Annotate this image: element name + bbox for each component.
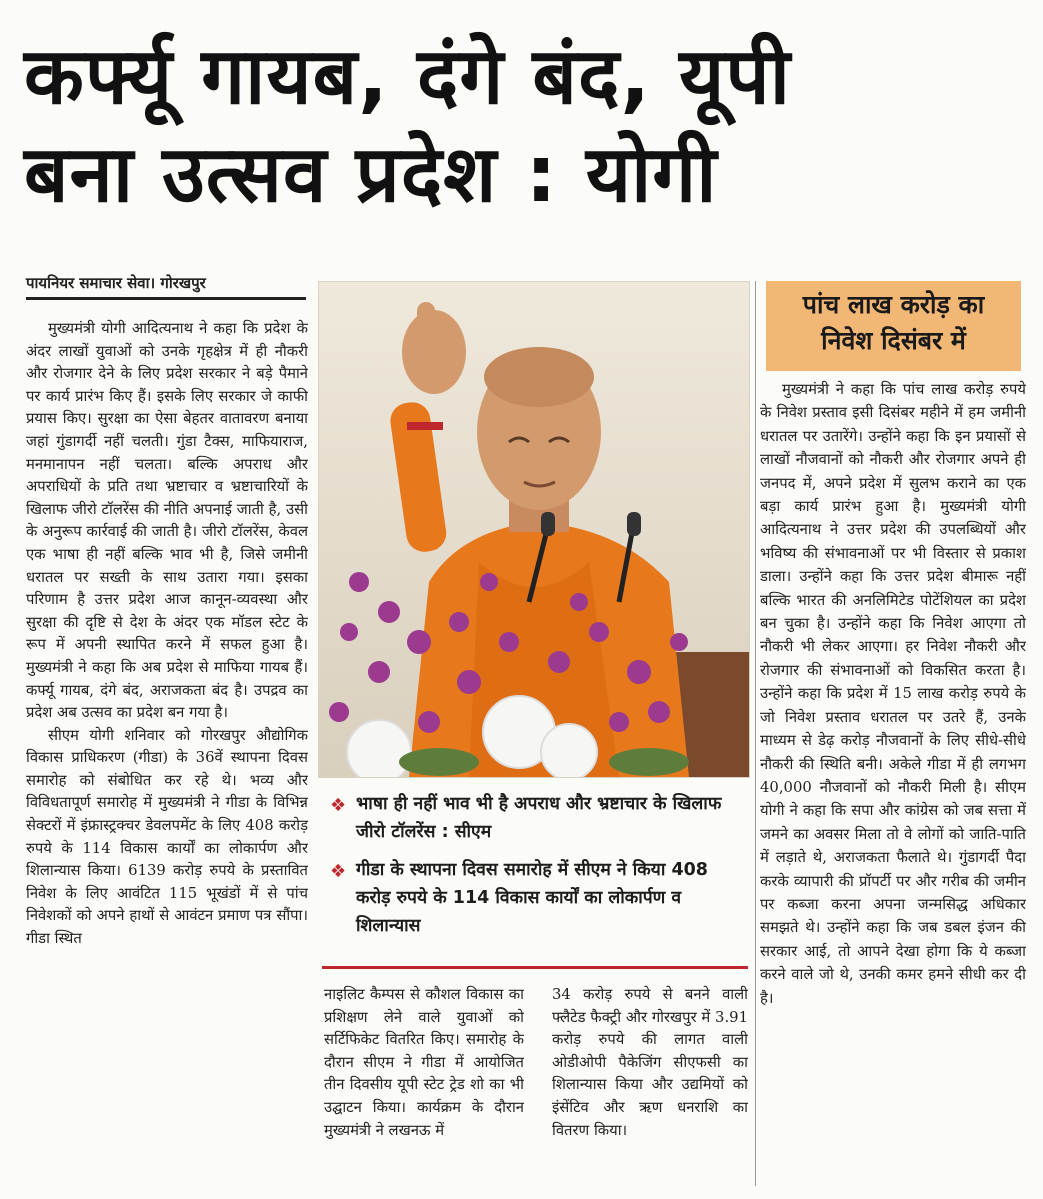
diamond-bullet-icon: ❖ [330,861,347,882]
article-column-2 [324,984,524,1184]
headline-line-1: कर्फ्यू गायब, दंगे बंद, यूपी [24,32,791,122]
sidebar-paragraph: मुख्यमंत्री ने कहा कि पांच लाख करोड़ रुपये के निवेश प्रस्ताव इसी दिसंबर महीने में हम जमीनी धरातल पर उतारेंगे। उन्होंने कहा कि इन प्रयासों से लाखों नौजवानों को नौकरी और रोजगार अपने ही जनपद में, अपने प्रदेश में सुलभ कराने का एक बड़ा कार्य प्रारंभ हुआ है। मुख्यमंत्री योगी आदित्यनाथ ने उत्तर प्रदेश की उपलब्धियों और भविष्य की संभावनाओं पर भी विस्तार से प्रकाश डाला। उन्होंने कहा कि उत्तर प्रदेश बीमारू नहीं बल्कि भारत की अनलिमिटेड पोटेंशियल का प्रदेश बन चुका है। उन्होंने कहा कि निवेश आएगा तो नौकरी भी लेकर आएगा। हर निवेश नौकरी और रोजगार की संभावनाओं को विकसित करता है। उन्होंने कहा कि प्रदेश में 15 लाख करोड़ रुपये के जो निवेश प्रस्ताव धरातल पर उतरे हैं, उनके माध्यम से डेढ़ करोड़ नौजवानों के लिए सीधे-सीधे नौकरी की स्थिति बनी। अकेले गीडा में ही लगभग 40,000 नौजवानों को नौकरी मिली है। सीएम योगी ने कहा कि सपा और कांग्रेस को जब सत्ता में जमने का अवसर मिला तो वे लोगों को जाति-पाति में लड़ाते थे, अराजकता फैलाते थे। गुंडागर्दी पैदा करके व्यापारी की प्रॉपर्टी पर और गरीब की जमीन पर कब्जा करना अपना जन्मसिद्ध अधिकार समझते थे। उन्होंने कहा कि जब डबल इंजन की सरकार आई, तो आपने देखा होगा कि ये कब्जा करने वाले जो थे, उनकी कमर हमने सीधी कर दी है। [760,381,1026,1007]
sidebar-title-line-2: निवेश दिसंबर में [821,326,966,355]
photo-illustration [319,282,749,777]
highlight-bullets [326,790,746,950]
article-paragraph: नाइलिट कैम्पस से कौशल विकास का प्रशिक्षण लेने वाले युवाओं को सर्टिफिकेट वितरित किए। समारोह के दौरान सीएम ने गीडा में आयोजित तीन दिवसीय यूपी स्टेट ट्रेड शो का भी उद्घाटन किया। कार्यक्रम के दौरान मुख्यमंत्री ने लखनऊ में [324,986,524,1139]
article-paragraph: सीएम योगी शनिवार को गोरखपुर औद्योगिक विकास प्राधिकरण (गीडा) के 36वें स्थापना दिवस समारोह को संबोधित कर रहे थे। भव्य और विविधतापूर्ण समारोह में मुख्यमंत्री ने गीडा के विभिन्न सेक्टरों में इंफ्रास्ट्रक्चर डेवलपमेंट के लिए 408 करोड़ रुपये के 114 विकास कार्यों का लोकार्पण और शिलान्यास किया। 6139 करोड़ रुपये के प्रस्तावित निवेश के लिए आवंटित 115 भूखंडों में से पांच निवेशकों को अपने हाथों से आवंटन प्रमाण पत्र सौंपा। गीडा स्थित [26,726,308,948]
sidebar-title-line-1: पांच लाख करोड़ का [802,290,985,319]
headline-line-2: बना उत्सव प्रदेश : योगी [24,130,718,220]
sidebar-body [760,378,1026,1183]
column-divider [755,281,756,1186]
article-column-1 [26,318,308,1198]
highlight-bullet [326,790,746,846]
highlight-bullet [326,856,746,940]
diamond-bullet-icon: ❖ [330,795,347,816]
byline: पायनियर समाचार सेवा। गोरखपुर [26,273,306,300]
news-photo [318,281,750,778]
headline [24,28,1024,224]
highlight-text: भाषा ही नहीं भाव भी है अपराध और भ्रष्टाचार के खिलाफ जीरो टॉलरेंस : सीएम [356,794,722,842]
article-paragraph: मुख्यमंत्री योगी आदित्यनाथ ने कहा कि प्रदेश के अंदर लाखों युवाओं को उनके गृहक्षेत्र में ही नौकरी और रोजगार देने के लिए प्रदेश सरकार ने बड़े पैमाने पर कार्य प्रारंभ किए हैं। इसके लिए सरकार जे काफी प्रयास किए। सुरक्षा का ऐसा बेहतर वातावरण बनाया जहां गुंडागर्दी नहीं चलती। गुंडा टैक्स, माफियाराज, मनमानापन नहीं चलता। बल्कि अपराध और अपराधियों के प्रति तथा भ्रष्टाचार व भ्रष्टाचारियों के खिलाफ जीरो टॉलरेंस की नीति अपनाई जाती है, उसी के अनुरूप कार्रवाई की जाती है। जीरो टॉलरेंस, केवल एक भाषा ही नहीं बल्कि भाव भी है, जिसे जमीनी धरातल पर सख्ती के साथ उतारा गया। इसका परिणाम है उत्तर प्रदेश आज कानून-व्यवस्था और सुरक्षा की दृष्टि से देश के अंदर एक मॉडल स्टेट के रूप में अपनी स्थापित करने में सफल हुआ है। मुख्यमंत्री ने कहा कि अब प्रदेश से माफिया गायब हैं। कर्फ्यू गायब, दंगे बंद, अराजकता बंद है। उपद्रव का प्रदेश अब उत्सव का प्रदेश बन गया है। [26,320,308,722]
highlight-text: गीडा के स्थापना दिवस समारोह में सीएम ने किया 408 करोड़ रुपये के 114 विकास कार्यों का लोकार्पण व शिलान्यास [356,860,708,936]
article-column-3 [552,984,748,1184]
article-paragraph: 34 करोड़ रुपये से बनने वाली फ्लैटेड फैक्ट्री और गोरखपुर में 3.91 करोड़ रुपये की लागत वाली ओडीओपी पैकेजिंग सीएफसी का शिलान्यास किया और उद्यमियों को इंसेंटिव और ऋण धनराशि का वितरण किया। [552,986,748,1139]
red-divider [322,966,748,969]
sidebar-title [766,281,1021,371]
